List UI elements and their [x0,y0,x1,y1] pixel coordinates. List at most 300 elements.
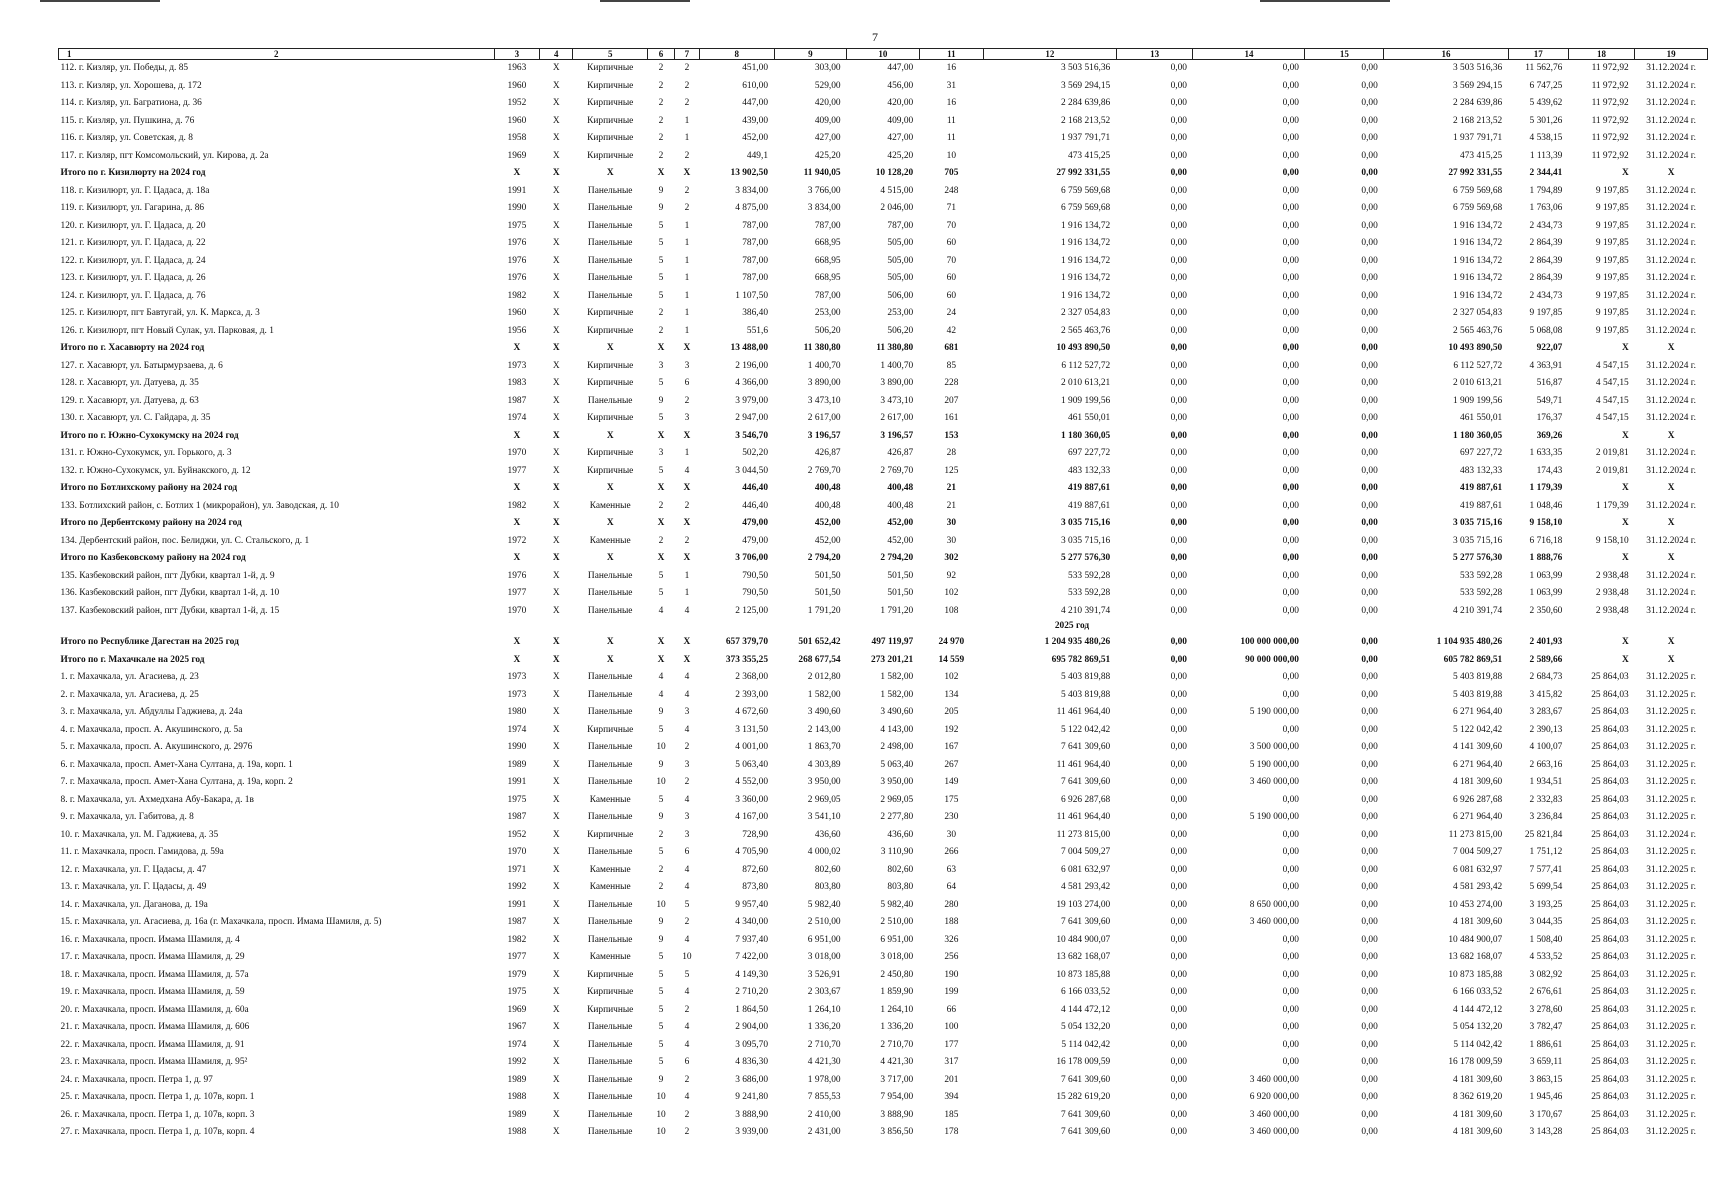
table-cell: 31.12.2024 г. [1646,220,1696,231]
table-cell: 0,00 [1170,672,1187,683]
table-cell: 1 336,20 [807,1022,841,1033]
table-row [59,914,1708,932]
table-cell: 253,00 [814,308,841,319]
table-cell: 21 [946,483,957,494]
table-cell: Кирпичные [587,465,634,476]
table-cell: 4 100,07 [1529,742,1563,753]
table-cell: 4 144 472,12 [1061,1004,1111,1015]
table-cell: 70 [946,220,957,231]
table-cell: 0,00 [1282,325,1299,336]
table-cell: 452,00 [814,535,841,546]
table-cell: 161 [944,413,959,424]
address-cell: Итого по Дербентскому району на 2024 год [60,518,242,529]
table-cell: 0,00 [1170,1109,1187,1120]
table-row [59,722,1708,740]
table-cell: 1 916 134,72 [1453,220,1503,231]
table-cell: 9 197,85 [1595,290,1629,301]
table-cell: 1973 [507,689,527,700]
year-label: 2025 год [1054,621,1090,632]
table-cell: 3 044,50 [735,465,769,476]
table-cell: 4 303,89 [807,759,841,770]
table-cell: 0,00 [1282,553,1299,564]
table-cell: 6 920 000,00 [1249,1092,1299,1103]
table-cell: 4 552,00 [735,777,769,788]
table-cell: 167 [944,742,959,753]
table-cell: 0,00 [1282,500,1299,511]
table-cell: Х [552,80,560,91]
table-cell: 31.12.2025 г. [1646,1022,1696,1033]
table-cell: 0,00 [1170,168,1187,179]
table-cell: Кирпичные [587,115,634,126]
table-cell: 1990 [507,742,527,753]
table-cell: 9 241,80 [735,1092,769,1103]
table-row [59,809,1708,827]
table-cell: 31.12.2024 г. [1646,80,1696,91]
table-cell: Панельные [587,220,633,231]
address-cell: 6. г. Махачкала, просп. Амет-Хана Султана, д. 19а, корп. 1 [60,759,293,770]
table-cell: 2 303,67 [807,987,841,998]
table-cell: 4 210 391,74 [1061,605,1111,616]
table-cell: Х [552,273,560,284]
table-cell: Х [552,308,560,319]
table-cell: 0,00 [1170,689,1187,700]
table-cell: 25 864,03 [1591,829,1629,840]
table-cell: 427,00 [887,133,914,144]
table-cell: 4 [684,724,690,735]
table-cell: 31.12.2025 г. [1646,987,1696,998]
table-cell: 409,00 [814,115,841,126]
table-cell: 25 864,03 [1591,724,1629,735]
table-cell: 5 190 000,00 [1249,707,1299,718]
table-cell: Панельные [587,934,633,945]
table-cell: 11 273 815,00 [1448,829,1503,840]
table-cell: 4 581 293,42 [1061,882,1111,893]
table-cell: 10 [656,777,666,788]
table-cell: 506,20 [887,325,914,336]
table-cell: Х [1621,483,1629,494]
table-cell: 2 393,00 [735,689,769,700]
table-cell: 2 710,70 [880,1039,914,1050]
table-cell: Х [606,518,614,529]
table-cell: 790,50 [742,570,769,581]
table-cell: 31.12.2025 г. [1646,724,1696,735]
table-cell: 2 947,00 [735,413,769,424]
table-cell: 0,00 [1282,672,1299,683]
table-cell: 1989 [507,1074,527,1085]
table-cell: 5 [658,1039,664,1050]
table-cell: 0,00 [1170,654,1187,665]
table-cell: 0,00 [1170,238,1187,249]
table-cell: 2 168 213,52 [1061,115,1111,126]
table-cell: 2 [684,742,690,753]
table-cell: Каменные [589,535,631,546]
table-cell: 0,00 [1361,63,1378,74]
table-cell: 2 368,00 [735,672,769,683]
table-cell: 1 582,00 [807,689,841,700]
address-cell: Итого по Казбековскому району на 2024 год [60,553,246,564]
table-row [59,1124,1708,1142]
table-cell: 802,60 [814,864,841,875]
address-cell: 4. г. Махачкала, просп. А. Акушинского, д. 5а [60,724,243,735]
table-cell: 0,00 [1361,185,1378,196]
table-cell: 3 035 715,16 [1453,535,1503,546]
table-cell: 2 938,48 [1595,605,1629,616]
table-cell: Х [657,654,665,665]
table-row [59,235,1708,253]
table-cell: 0,00 [1361,203,1378,214]
table-row [59,288,1708,306]
table-cell: 31.12.2025 г. [1646,759,1696,770]
table-cell: 3 018,00 [807,952,841,963]
table-cell: 1 916 134,72 [1061,238,1111,249]
table-cell: 1 [684,325,690,336]
table-cell: 9 [658,203,664,214]
table-cell: 175 [944,794,959,805]
table-cell: 1972 [507,535,527,546]
table-cell: 5 [658,238,664,249]
address-cell: 122. г. Кизилюрт, ул. Г. Цадаса, д. 24 [60,255,206,266]
table-cell: 0,00 [1361,759,1378,770]
table-cell: 102 [944,672,959,683]
table-cell: 2 565 463,76 [1061,325,1111,336]
table-cell: 13 902,50 [730,168,769,179]
table-cell: Х [683,483,691,494]
table-cell: Х [1621,168,1629,179]
table-cell: 0,00 [1170,588,1187,599]
address-cell: 19. г. Махачкала, просп. Имама Шамиля, д. 59 [60,987,245,998]
table-cell: 0,00 [1282,203,1299,214]
table-row [59,669,1708,687]
table-cell: Х [552,483,560,494]
table-cell: 7 004 509,27 [1453,847,1503,858]
header-cell [59,49,495,60]
table-cell: 2 864,39 [1529,255,1563,266]
table-cell: 6 [684,1057,690,1068]
table-cell: Х [552,168,560,179]
table-cell: 0,00 [1361,1004,1378,1015]
table-cell: 0,00 [1361,465,1378,476]
table-cell: Х [606,637,614,648]
table-cell: 479,00 [742,535,769,546]
table-cell: 0,00 [1361,987,1378,998]
table-cell: Х [552,724,560,735]
table-cell: 2 710,20 [735,987,769,998]
table-cell: 2 769,70 [807,465,841,476]
table-cell: 3 278,60 [1529,1004,1563,1015]
header-cell-label: 2 [274,48,279,59]
table-cell: 185 [944,1109,959,1120]
table-cell: Х [657,430,665,441]
table-cell: Х [657,637,665,648]
table-cell: 248 [944,185,959,196]
table-cell: Каменные [589,882,631,893]
table-cell: Х [657,553,665,564]
subtotal-row [59,340,1708,358]
table-cell: 4 [684,882,690,893]
table-cell: 2 284 639,86 [1061,98,1111,109]
address-cell: 17. г. Махачкала, просп. Имама Шамиля, д. 29 [60,952,245,963]
table-cell: 6 759 569,68 [1453,185,1503,196]
table-cell: Панельные [587,185,633,196]
address-cell: 131. г. Южно-Сухокумск, ул. Горького, д. 3 [60,448,232,459]
table-cell: 7 641 309,60 [1061,1109,1111,1120]
table-cell: Х [1667,654,1675,665]
table-cell: Каменные [589,864,631,875]
table-cell: Панельные [587,689,633,700]
table-row [59,183,1708,201]
table-cell: 657 379,70 [725,637,769,648]
table-cell: Х [552,1057,560,1068]
table-row [59,323,1708,341]
table-cell: 2 684,73 [1529,672,1563,683]
address-cell: 134. Дербентский район, пос. Белиджи, ул. С. Стальского, д. 1 [60,535,310,546]
table-cell: 0,00 [1282,882,1299,893]
header-cell: 8 [699,49,774,60]
table-cell: Кирпичные [587,378,634,389]
table-cell: Х [513,553,521,564]
table-cell: 207 [944,395,959,406]
header-cell: 11 [919,49,983,60]
table-cell: 1973 [507,672,527,683]
table-cell: 3 170,67 [1529,1109,1563,1120]
table-cell: Х [1621,518,1629,529]
table-cell: 4 181 309,60 [1453,1109,1503,1120]
table-cell: Х [513,483,521,494]
table-cell: 0,00 [1170,969,1187,980]
table-row [59,218,1708,236]
table-row [59,1089,1708,1107]
table-cell: Х [552,1039,560,1050]
table-cell: 0,00 [1361,448,1378,459]
table-cell: Панельные [587,1127,633,1138]
table-cell: 4 [658,605,664,616]
table-cell: 0,00 [1282,1022,1299,1033]
table-cell: 2 769,70 [880,465,914,476]
table-cell: 4 363,91 [1529,360,1563,371]
table-cell: 1 582,00 [880,689,914,700]
table-cell: Панельные [587,238,633,249]
table-cell: 4 [684,1092,690,1103]
table-cell: 10 484 900,07 [1448,934,1503,945]
table-cell: 2 969,05 [880,794,914,805]
table-cell: 30 [946,518,957,529]
address-cell: 9. г. Махачкала, ул. Габитова, д. 8 [60,812,194,823]
table-cell: 31.12.2024 г. [1646,500,1696,511]
table-cell: 5 [658,794,664,805]
table-cell: Х [683,553,691,564]
table-cell: 0,00 [1170,899,1187,910]
table-cell: 0,00 [1282,185,1299,196]
table-cell: 31.12.2024 г. [1646,465,1696,476]
table-cell: 1992 [507,1057,527,1068]
table-cell: Панельные [587,203,633,214]
table-cell: 0,00 [1170,63,1187,74]
table-cell: 0,00 [1361,80,1378,91]
table-cell: 0,00 [1170,829,1187,840]
table-cell: 25 864,03 [1591,987,1629,998]
table-cell: 1976 [507,570,527,581]
table-cell: 31.12.2025 г. [1646,1057,1696,1068]
table-cell: 5 982,40 [880,899,914,910]
table-cell: 25 821,84 [1524,829,1563,840]
table-cell: 0,00 [1361,518,1378,529]
table-cell: 2 676,61 [1529,987,1563,998]
table-cell: 1 763,06 [1529,203,1563,214]
table-cell: 3 950,00 [807,777,841,788]
address-cell: 1. г. Махачкала, ул. Агасиева, д. 23 [60,672,199,683]
table-cell: 9 158,10 [1529,518,1563,529]
table-cell: 1 [684,570,690,581]
table-cell: 0,00 [1361,500,1378,511]
table-cell: 1980 [507,707,527,718]
table-cell: 0,00 [1361,553,1378,564]
table-cell: 13 488,00 [730,343,769,354]
table-cell: Каменные [589,794,631,805]
table-cell: 4 [684,1022,690,1033]
table-cell: 25 864,03 [1591,1057,1629,1068]
table-cell: 0,00 [1361,847,1378,858]
table-cell: Х [606,168,614,179]
table-cell: 529,00 [814,80,841,91]
table-cell: 10 128,20 [875,168,914,179]
table-cell: 64 [946,882,957,893]
table-cell: 4 167,00 [735,812,769,823]
subtotal-row [59,550,1708,568]
table-row [59,200,1708,218]
table-cell: 3 569 294,15 [1453,80,1503,91]
table-cell: 9 197,85 [1595,203,1629,214]
table-cell: 0,00 [1282,969,1299,980]
table-cell: 0,00 [1361,150,1378,161]
table-cell: 153 [944,430,959,441]
table-cell: 5 [658,1004,664,1015]
table-cell: 3 766,00 [807,185,841,196]
table-cell: 3 888,90 [880,1109,914,1120]
table-cell: 178 [944,1127,959,1138]
table-cell: 71 [946,203,957,214]
table-cell: 1 [684,308,690,319]
table-row [59,949,1708,967]
table-cell: 6 951,00 [807,934,841,945]
table-cell: 100 000 000,00 [1240,637,1299,648]
table-cell: 11 972,92 [1591,150,1629,161]
table-cell: 9 197,85 [1595,220,1629,231]
header-cell: 10 [847,49,920,60]
header-cell: 4 [540,49,573,60]
table-cell: 4 533,52 [1529,952,1563,963]
table-cell: 201 [944,1074,959,1085]
table-cell: 9 197,85 [1595,255,1629,266]
table-cell: 63 [946,864,957,875]
table-cell: 0,00 [1170,360,1187,371]
table-cell: 31.12.2024 г. [1646,290,1696,301]
table-cell: 2 969,05 [807,794,841,805]
table-cell: 11 273 815,00 [1056,829,1111,840]
table-cell: 1 264,10 [807,1004,841,1015]
table-cell: 802,60 [887,864,914,875]
address-cell: 16. г. Махачкала, просп. Имама Шамиля, д. 4 [60,934,240,945]
table-cell: 2 [684,777,690,788]
address-cell: Итого по г. Южно-Сухокумску на 2024 год [60,430,239,441]
table-cell: 6 759 569,68 [1061,203,1111,214]
table-cell: 5 [658,465,664,476]
table-row [59,1072,1708,1090]
table-cell: Х [552,969,560,980]
table-cell: 31.12.2025 г. [1646,1092,1696,1103]
table-cell: 447,00 [742,98,769,109]
table-cell: 4 421,30 [880,1057,914,1068]
table-cell: 31.12.2024 г. [1646,63,1696,74]
subtotal-row [59,480,1708,498]
table-cell: 3 143,28 [1529,1127,1563,1138]
table-cell: 551,6 [746,325,769,336]
table-cell: 6 [684,378,690,389]
table-cell: 2 431,00 [807,1127,841,1138]
table-cell: 31.12.2024 г. [1646,308,1696,319]
table-cell: Х [552,1092,560,1103]
table-cell: 85 [946,360,957,371]
table-cell: 505,00 [887,255,914,266]
table-cell: 425,20 [814,150,841,161]
table-cell: 2 [684,500,690,511]
table-cell: 728,90 [742,829,769,840]
table-cell: 11 972,92 [1591,115,1629,126]
table-cell: 2 864,39 [1529,273,1563,284]
table-cell: 31.12.2025 г. [1646,1004,1696,1015]
table-cell: 5 403 819,88 [1061,689,1111,700]
table-cell: 5 [658,413,664,424]
address-cell: 8. г. Махачкала, ул. Ахмедхана Абу-Бакара, д. 1в [60,794,254,805]
table-row [59,967,1708,985]
table-cell: Х [552,654,560,665]
table-cell: 1976 [507,238,527,249]
table-cell: 1 886,61 [1529,1039,1563,1050]
table-cell: 1 864,50 [735,1004,769,1015]
address-cell: 27. г. Махачкала, просп. Петра 1, д. 107в, корп. 4 [60,1127,255,1138]
table-cell: 1 916 134,72 [1453,290,1503,301]
table-cell: 13 682 168,07 [1448,952,1503,963]
table-cell: 176,37 [1536,413,1563,424]
table-cell: 668,95 [814,255,841,266]
table-cell: 1 791,20 [880,605,914,616]
table-cell: 1963 [507,63,527,74]
table-cell: 10 [946,150,957,161]
table-cell: 1970 [507,448,527,459]
table-cell: 100 [944,1022,959,1033]
table-cell: Х [1667,518,1675,529]
table-cell: 6 112 527,72 [1453,360,1503,371]
table-cell: 0,00 [1282,794,1299,805]
table-cell: 1 934,51 [1529,777,1563,788]
table-cell: 0,00 [1282,115,1299,126]
table-cell: 0,00 [1361,1039,1378,1050]
table-cell: Х [552,378,560,389]
table-cell: 3 082,92 [1529,969,1563,980]
table-cell: Панельные [587,570,633,581]
table-cell: 0,00 [1361,378,1378,389]
table-cell: 2 [658,133,664,144]
table-cell: 1991 [507,185,527,196]
table-body [59,49,1708,1142]
table-cell: 3 546,70 [735,430,769,441]
table-cell: 2 663,16 [1529,759,1563,770]
table-cell: Х [552,864,560,875]
table-cell: 0,00 [1170,430,1187,441]
table-cell: 10 484 900,07 [1056,934,1111,945]
table-cell: Х [552,829,560,840]
table-cell: 7 855,53 [807,1092,841,1103]
table-cell: 0,00 [1282,689,1299,700]
